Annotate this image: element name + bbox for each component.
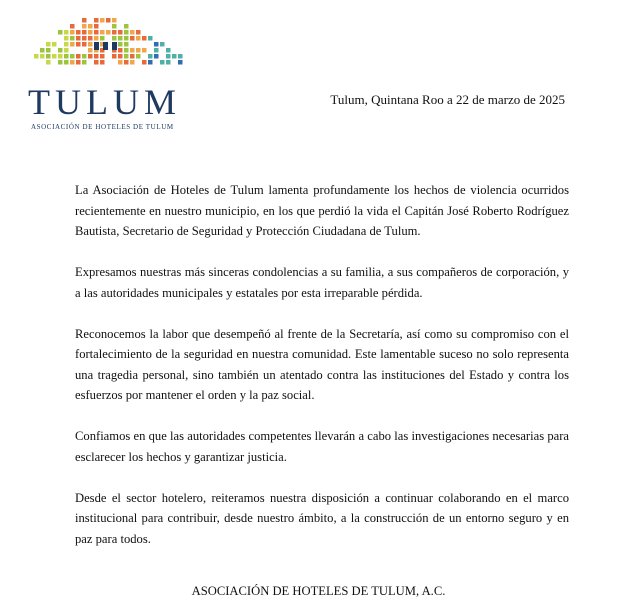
mosaic-pyramid-icon <box>28 14 188 84</box>
mosaic-tile <box>46 42 51 47</box>
mosaic-tile <box>112 36 117 41</box>
mosaic-tile <box>124 36 129 41</box>
mosaic-tile <box>124 42 129 47</box>
mosaic-tile <box>142 36 147 41</box>
mosaic-tile <box>148 60 153 65</box>
mosaic-tile <box>100 30 105 35</box>
mosaic-tile <box>58 54 63 59</box>
signature-line: ASOCIACIÓN DE HOTELES DE TULUM, A.C. <box>191 584 446 598</box>
mosaic-tile <box>70 36 75 41</box>
logo-tagline: ASOCIACIÓN DE HOTELES DE TULUM <box>31 123 174 131</box>
mosaic-tile <box>64 30 69 35</box>
paragraph-1: La Asociación de Hoteles de Tulum lamenta profundamente los hechos de violencia ocurridos recientemente en nuestro municipio, en los que perdió la vida el Capitán José Roberto Rodríguez Bautista, Secretario de Seguridad y Protección Ciudadana de Tulum. <box>75 183 569 238</box>
mosaic-tile <box>58 60 63 65</box>
mosaic-tile <box>136 48 141 53</box>
mosaic-tile <box>112 18 117 23</box>
mosaic-tile <box>76 60 81 65</box>
mosaic-tile <box>64 54 69 59</box>
mosaic-tile <box>142 48 147 53</box>
mosaic-tile <box>88 42 93 47</box>
mosaic-tile <box>82 24 87 29</box>
mosaic-tile <box>76 54 81 59</box>
mosaic-tile <box>82 36 87 41</box>
mosaic-tile <box>118 42 123 47</box>
mosaic-tile <box>118 30 123 35</box>
paragraph-3: Reconocemos la labor que desempeñó al frente de la Secretaría, así como su compromiso con el fortalecimiento de la seguridad en nuestra comunidad. Este lamentable suceso no solo representa una tragedia personal, sino también un atentado contra las instituciones del Estado y contra los esfuerzos por mantener el orden y la paz social. <box>75 326 569 402</box>
mosaic-tile <box>166 60 171 65</box>
paragraph-4: Confiamos en que las autoridades competentes llevarán a cabo las investigaciones necesarias para esclarecer los hechos y garantizar justicia. <box>75 429 569 464</box>
mosaic-tile <box>94 30 99 35</box>
mosaic-tile <box>82 18 87 23</box>
mosaic-tile <box>178 54 183 59</box>
mosaic-tile <box>94 18 99 23</box>
mosaic-tile <box>148 54 153 59</box>
mosaic-tile <box>88 24 93 29</box>
mosaic-tile <box>124 54 129 59</box>
mosaic-tile <box>136 36 141 41</box>
mosaic-tile <box>124 60 129 65</box>
mosaic-tile <box>178 60 183 65</box>
mosaic-tile <box>148 36 153 41</box>
mosaic-tile <box>82 42 87 47</box>
mosaic-tile <box>130 30 135 35</box>
mosaic-tile <box>70 42 75 47</box>
temple-window <box>112 42 117 50</box>
mosaic-tile <box>46 60 51 65</box>
mosaic-tile <box>64 48 69 53</box>
mosaic-tile <box>112 24 117 29</box>
mosaic-tile <box>100 54 105 59</box>
mosaic-tile <box>118 36 123 41</box>
mosaic-tile <box>154 48 159 53</box>
mosaic-tile <box>136 54 141 59</box>
mosaic-tile <box>70 24 75 29</box>
mosaic-tile <box>46 48 51 53</box>
mosaic-tile <box>76 36 81 41</box>
mosaic-tile <box>58 30 63 35</box>
mosaic-tile <box>82 60 87 65</box>
mosaic-tile <box>130 36 135 41</box>
mosaic-tile <box>52 42 57 47</box>
mosaic-tile <box>94 60 99 65</box>
mosaic-tile <box>40 54 45 59</box>
mosaic-tile <box>154 54 159 59</box>
mosaic-tile <box>130 54 135 59</box>
mosaic-tile <box>112 30 117 35</box>
mosaic-tile <box>118 48 123 53</box>
mosaic-tile <box>100 60 105 65</box>
mosaic-tile <box>46 54 51 59</box>
letter-body <box>75 180 569 570</box>
mosaic-tile <box>94 54 99 59</box>
mosaic-tile <box>130 60 135 65</box>
mosaic-tile <box>88 36 93 41</box>
mosaic-tile <box>40 48 45 53</box>
mosaic-tile <box>64 36 69 41</box>
mosaic-tile <box>88 48 93 53</box>
mosaic-tile <box>76 42 81 47</box>
paragraph-2: Expresamos nuestras más sinceras condolencias a su familia, a sus compañeros de corporación, y a las autoridades municipales y estatales por esta irreparable pérdida. <box>75 265 569 300</box>
mosaic-tile <box>64 60 69 65</box>
mosaic-tile <box>82 54 87 59</box>
mosaic-tile <box>88 30 93 35</box>
mosaic-tile <box>118 60 123 65</box>
logo-wordmark: TULUM <box>28 82 181 122</box>
mosaic-tile <box>76 30 81 35</box>
temple-window <box>103 42 108 50</box>
mosaic-tile <box>166 48 171 53</box>
mosaic-tile <box>118 54 123 59</box>
mosaic-tile <box>70 60 75 65</box>
paragraph-5: Desde el sector hotelero, reiteramos nuestra disposición a continuar colaborando en el marco institucional para contribuir, desde nuestro ámbito, a la construcción de un entorno seguro y en paz para todos. <box>75 490 569 546</box>
mosaic-tile <box>160 60 165 65</box>
association-logo <box>28 14 188 134</box>
mosaic-tile <box>154 42 159 47</box>
mosaic-tile <box>142 60 147 65</box>
mosaic-tile <box>94 24 99 29</box>
mosaic-tile <box>64 42 69 47</box>
mosaic-tile <box>70 54 75 59</box>
mosaic-tile <box>88 54 93 59</box>
place-and-date: Tulum, Quintana Roo a 22 de marzo de 2025 <box>330 92 565 107</box>
mosaic-tile <box>136 30 141 35</box>
mosaic-tile <box>52 54 57 59</box>
mosaic-tile <box>82 30 87 35</box>
mosaic-tile <box>124 24 129 29</box>
mosaic-tile <box>130 48 135 53</box>
mosaic-tile <box>160 42 165 47</box>
mosaic-tile <box>124 30 129 35</box>
mosaic-tile <box>34 54 39 59</box>
mosaic-tile <box>70 30 75 35</box>
mosaic-tile <box>166 54 171 59</box>
mosaic-tile <box>112 54 117 59</box>
temple-window <box>94 42 99 50</box>
mosaic-tile <box>124 48 129 53</box>
mosaic-tile <box>172 54 177 59</box>
mosaic-tile <box>58 48 63 53</box>
mosaic-tile <box>106 30 111 35</box>
mosaic-tile <box>94 36 99 41</box>
mosaic-tile <box>106 18 111 23</box>
mosaic-tile <box>100 36 105 41</box>
mosaic-tile <box>100 18 105 23</box>
